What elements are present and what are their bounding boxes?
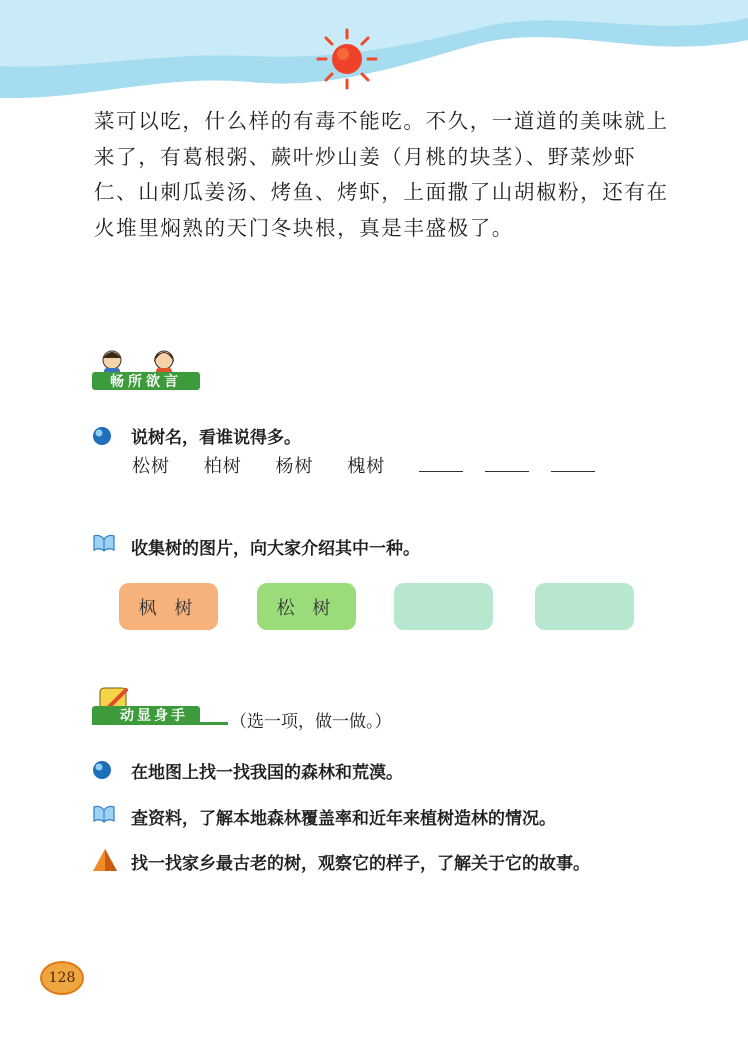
blue-ball-bullet-icon <box>92 426 112 446</box>
paragraph-line: 仁、山刺瓜姜汤、烤鱼、烤虾，上面撒了山胡椒粉，还有在 <box>94 180 669 204</box>
answer-blank[interactable] <box>551 457 595 472</box>
page-number: 128 <box>40 961 84 995</box>
task-say-tree-names: 说树名，看谁说得多。 <box>131 428 301 448</box>
tree-name: 杨树 <box>275 456 314 477</box>
sun-icon <box>316 28 378 90</box>
choose-one-note: （选一项，做一做。） <box>230 712 392 732</box>
tree-name: 槐树 <box>347 456 386 477</box>
task-find-forest-desert: 在地图上找一找我国的森林和荒漠。 <box>131 763 403 783</box>
story-paragraph <box>94 104 674 246</box>
tree-card-blank[interactable] <box>535 583 634 630</box>
blue-book-bullet-icon <box>92 804 116 824</box>
blue-ball-bullet-icon <box>92 760 112 780</box>
hands-on-banner <box>92 684 228 728</box>
tree-names-row <box>132 452 617 478</box>
answer-blank[interactable] <box>419 457 463 472</box>
paragraph-line: 火堆里焖熟的天门冬块根，真是丰盛极了。 <box>94 215 514 240</box>
task-find-oldest-tree: 找一找家乡最古老的树，观察它的样子，了解关于它的故事。 <box>131 854 590 874</box>
tree-name: 柏树 <box>203 456 242 477</box>
answer-blank[interactable] <box>485 457 529 472</box>
tree-card-maple[interactable]: 枫 树 <box>119 583 218 630</box>
task-collect-tree-pictures: 收集树的图片，向大家介绍其中一种。 <box>131 539 420 559</box>
paragraph-line: 菜可以吃，什么样的有毒不能吃。不久，一道道的美味就上 <box>94 109 669 133</box>
blue-book-bullet-icon <box>92 533 116 553</box>
discussion-banner-title: 畅所欲言 <box>110 374 182 390</box>
orange-pyramid-bullet-icon <box>92 848 118 872</box>
hands-on-banner-title: 动显身手 <box>120 708 188 724</box>
paragraph-line: 来了，有葛根粥、蕨叶炒山姜（月桃的块茎）、野菜炒虾 <box>94 144 637 169</box>
tree-card-pine[interactable]: 松 树 <box>257 583 356 630</box>
tree-card-blank[interactable] <box>394 583 493 630</box>
tree-name: 松树 <box>132 456 170 477</box>
discussion-banner <box>92 346 200 392</box>
task-research-forest-coverage: 查资料，了解本地森林覆盖率和近年来植树造林的情况。 <box>131 809 556 829</box>
